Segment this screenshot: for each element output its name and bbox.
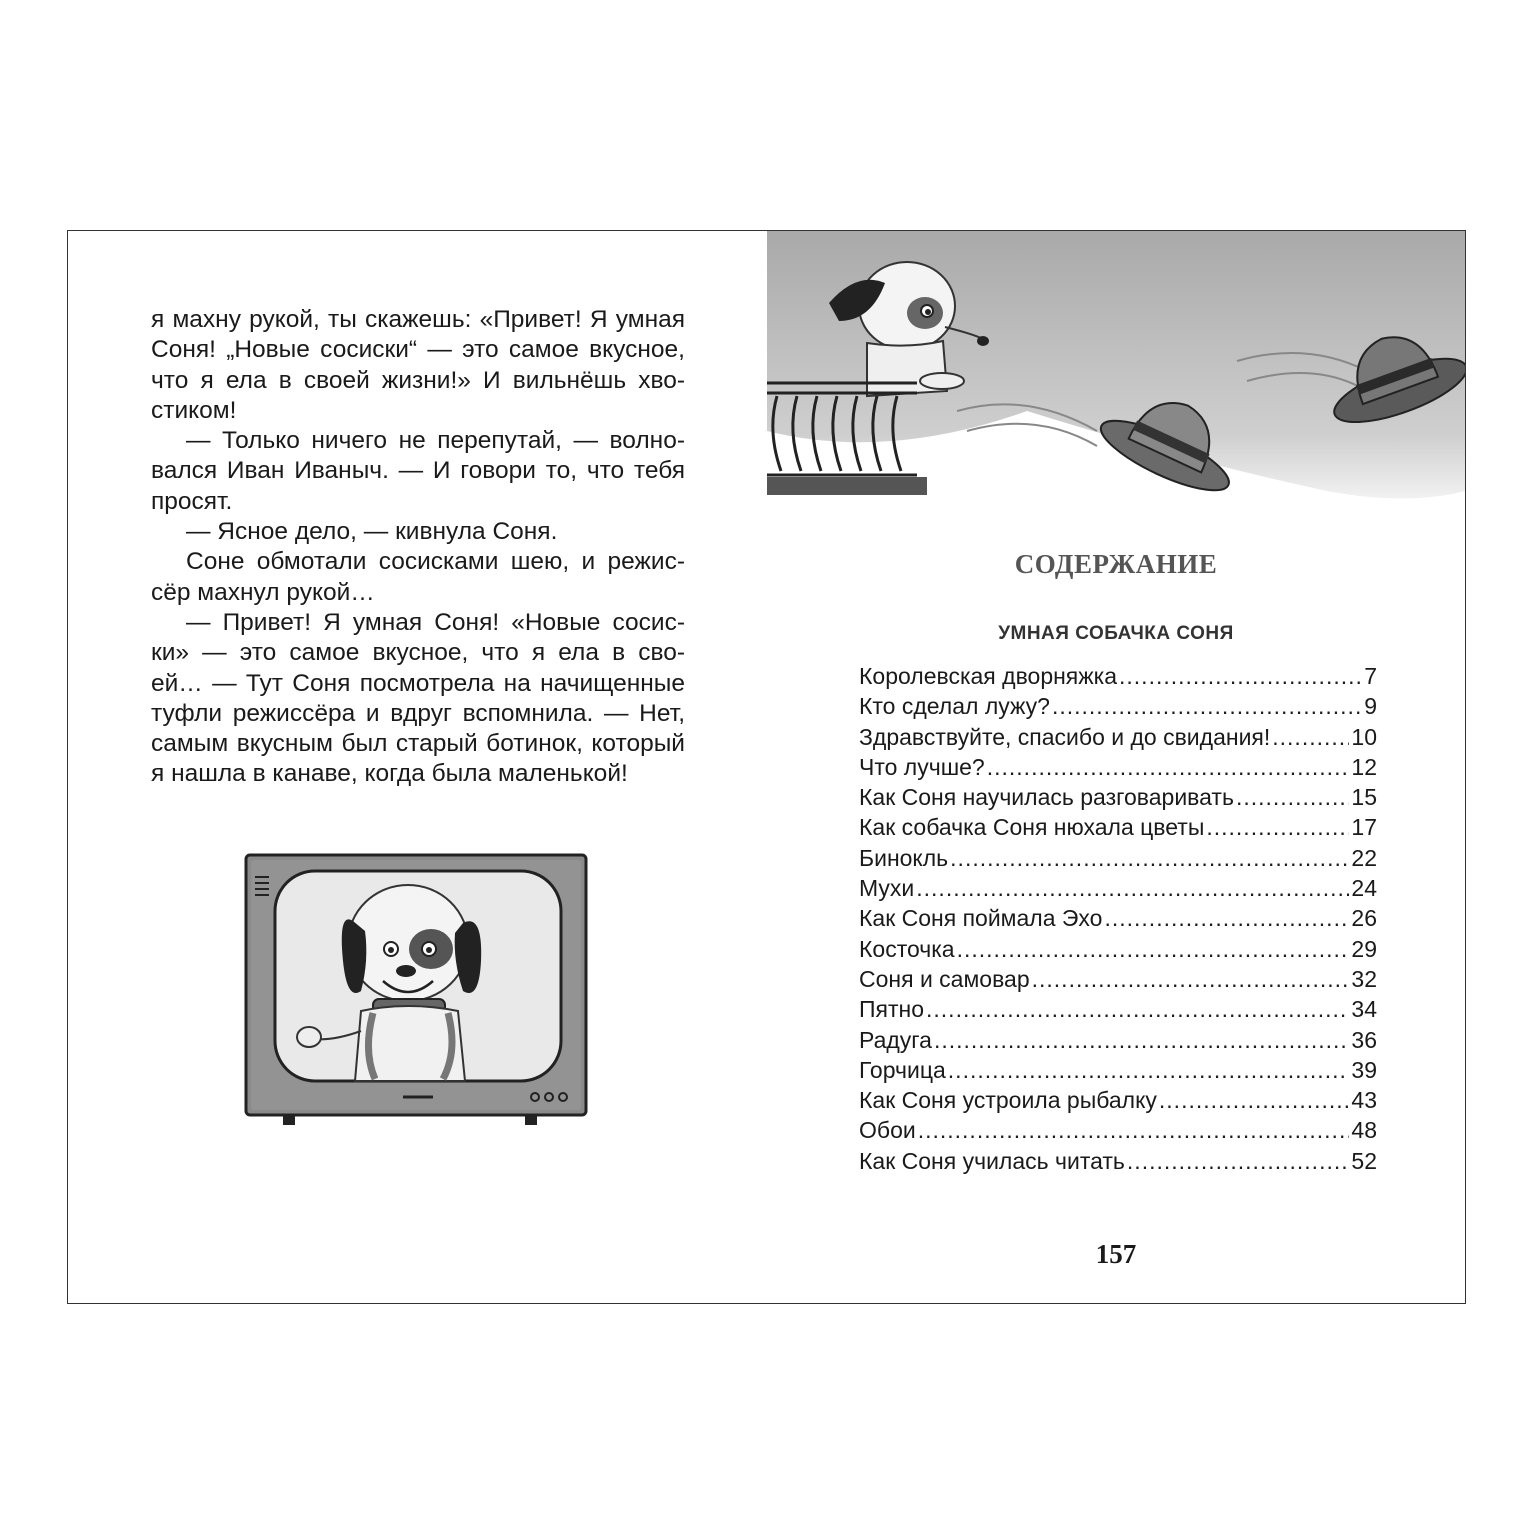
toc-entry-title: Королевская дворняжка bbox=[859, 663, 1118, 689]
story-line: Соня! „Новые сосиски“ — это самое вкусное, bbox=[151, 336, 685, 364]
toc-leader-dots bbox=[918, 1115, 1350, 1145]
toc-entry[interactable] bbox=[859, 1025, 1377, 1055]
toc-entry-page: 34 bbox=[1351, 996, 1377, 1023]
toc-entry-page: 36 bbox=[1351, 1026, 1377, 1053]
toc-entry-page: 32 bbox=[1351, 965, 1377, 992]
story-line: ей… — Тут Соня посмотрела на начищенные bbox=[151, 669, 685, 697]
toc-entry-title: Пятно bbox=[859, 996, 925, 1023]
toc-entry-page: 48 bbox=[1351, 1117, 1377, 1144]
toc-entry[interactable] bbox=[859, 843, 1377, 873]
toc-entry-title: Как собачка Соня нюхала цветы bbox=[859, 814, 1205, 841]
story-line: — Привет! Я умная Соня! «Новые сосис- bbox=[186, 608, 685, 636]
book-spread bbox=[67, 230, 1466, 1304]
toc-entry[interactable] bbox=[859, 661, 1377, 691]
story-line: туфли режиссёра и вдруг вспомнила. — Нет, bbox=[151, 699, 685, 727]
toc-leader-dots bbox=[1052, 691, 1362, 721]
toc-entry-page: 24 bbox=[1351, 875, 1377, 902]
toc-entry-page: 22 bbox=[1351, 844, 1377, 871]
toc-entry[interactable] bbox=[859, 903, 1377, 933]
toc-leader-dots bbox=[987, 752, 1350, 782]
toc-entry-page: 12 bbox=[1351, 753, 1377, 780]
toc-entry-title: Бинокль bbox=[859, 844, 949, 871]
toc-entry-page: 17 bbox=[1351, 814, 1377, 841]
toc-leader-dots bbox=[957, 934, 1350, 964]
balcony-dog-hats-illustration bbox=[767, 231, 1465, 523]
toc-entry-page: 9 bbox=[1364, 693, 1377, 720]
toc-entry-page: 39 bbox=[1351, 1056, 1377, 1083]
toc-entry-page: 7 bbox=[1364, 663, 1377, 689]
toc-entry-title: Здравствуйте, спасибо и до свидания! bbox=[859, 723, 1271, 750]
toc-entry-title: Косточка bbox=[859, 935, 955, 962]
toc-leader-dots bbox=[1159, 1085, 1350, 1115]
toc-entry[interactable] bbox=[859, 964, 1377, 994]
tv-dog-illustration bbox=[243, 851, 593, 1151]
toc-entry-title: Мухи bbox=[859, 875, 915, 902]
toc-section-title: УМНАЯ СОБАЧКА СОНЯ bbox=[998, 623, 1234, 644]
toc-leader-dots bbox=[1127, 1146, 1349, 1176]
toc-entry-page: 15 bbox=[1351, 784, 1377, 811]
toc-leader-dots bbox=[926, 994, 1349, 1024]
story-line: Соне обмотали сосисками шею, и режис- bbox=[186, 548, 685, 576]
page-number: 157 bbox=[1095, 1239, 1137, 1269]
toc-leader-dots bbox=[1104, 903, 1349, 933]
story-line: я махну рукой, ты скажешь: «Привет! Я умная bbox=[151, 306, 685, 333]
toc-entry-title: Что лучше? bbox=[859, 753, 985, 780]
toc-entry-page: 29 bbox=[1351, 935, 1377, 962]
story-line: ки» — это самое вкусное, что я ела в сво- bbox=[151, 639, 685, 667]
toc-entry[interactable] bbox=[859, 722, 1377, 752]
toc-entry[interactable] bbox=[859, 752, 1377, 782]
toc-entry[interactable] bbox=[859, 782, 1377, 812]
toc-entry-title: Горчица bbox=[859, 1056, 946, 1083]
toc-leader-dots bbox=[948, 1055, 1350, 1085]
toc-entry[interactable] bbox=[859, 691, 1377, 721]
toc-entry-title: Как Соня училась читать bbox=[859, 1147, 1125, 1174]
toc-entry[interactable] bbox=[859, 934, 1377, 964]
toc-list bbox=[859, 661, 1377, 1176]
right-page bbox=[767, 231, 1465, 1303]
story-line: стиком! bbox=[151, 396, 237, 424]
story-line: просят. bbox=[151, 487, 233, 515]
toc-entry[interactable] bbox=[859, 812, 1377, 842]
toc-leader-dots bbox=[1206, 812, 1349, 842]
toc-entry[interactable] bbox=[859, 1146, 1377, 1176]
toc-leader-dots bbox=[934, 1025, 1349, 1055]
toc-leader-dots bbox=[1032, 964, 1350, 994]
story-line: — Только ничего не перепутай, — волно- bbox=[186, 427, 685, 455]
toc-entry-title: Как Соня научилась разговаривать bbox=[859, 784, 1234, 811]
left-page bbox=[68, 231, 767, 1303]
toc-leader-dots bbox=[1119, 661, 1362, 691]
toc-entry-title: Как Соня устроила рыбалку bbox=[859, 1087, 1157, 1114]
toc-entry-title: Кто сделал лужу? bbox=[859, 693, 1050, 720]
toc-entry-title: Обои bbox=[859, 1117, 916, 1144]
toc-entry[interactable] bbox=[859, 1055, 1377, 1085]
toc-entry-page: 26 bbox=[1351, 905, 1377, 932]
toc-entry-page: 43 bbox=[1351, 1087, 1377, 1114]
story-line: что я ела в своей жизни!» И вильнёшь хво- bbox=[151, 366, 685, 394]
story-line: — Ясное дело, — кивнула Соня. bbox=[186, 518, 558, 546]
toc-entry-page: 10 bbox=[1351, 723, 1377, 750]
toc-entry[interactable] bbox=[859, 873, 1377, 903]
toc-entry-title: Радуга bbox=[859, 1026, 932, 1053]
toc-entry[interactable] bbox=[859, 1115, 1377, 1145]
toc-entry[interactable] bbox=[859, 1085, 1377, 1115]
toc-entry-page: 52 bbox=[1351, 1147, 1377, 1174]
story-text bbox=[151, 305, 685, 790]
toc-leader-dots bbox=[1236, 782, 1349, 812]
story-line: вался Иван Иваныч. — И говори то, что тебя bbox=[151, 457, 685, 485]
toc-leader-dots bbox=[950, 843, 1349, 873]
toc-title: СОДЕРЖАНИЕ bbox=[1014, 549, 1218, 579]
toc-leader-dots bbox=[916, 873, 1349, 903]
toc-leader-dots bbox=[1272, 722, 1349, 752]
toc-entry-title: Как Соня поймала Эхо bbox=[859, 905, 1103, 932]
story-line: самым вкусным был старый ботинок, который bbox=[151, 730, 685, 758]
toc-entry[interactable] bbox=[859, 994, 1377, 1024]
story-line: сёр махнул рукой… bbox=[151, 578, 375, 606]
story-line: я нашла в канаве, когда была маленькой! bbox=[151, 760, 628, 788]
toc-entry-title: Соня и самовар bbox=[859, 965, 1030, 992]
